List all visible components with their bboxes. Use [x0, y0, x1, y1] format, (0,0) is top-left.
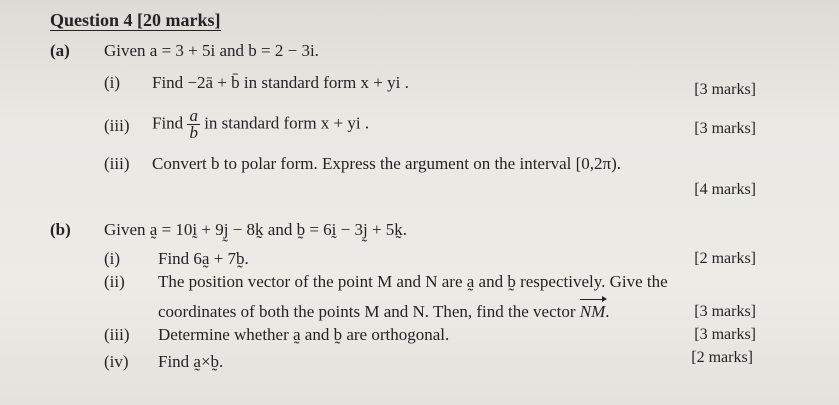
- part-a-item-2-num: (iii): [104, 116, 130, 135]
- part-a-item-2-before: Find: [152, 113, 184, 133]
- part-b-item-4-num: (iv): [104, 352, 129, 371]
- fraction-a-over-b: [187, 108, 200, 141]
- part-b-item-2-text3: .: [605, 302, 610, 321]
- part-b-item-1-text: Find 6a̰ + 7b̰.: [158, 249, 249, 268]
- part-a-item-1-marks: [3 marks]: [694, 81, 756, 98]
- part-b-item-2-marks: [3 marks]: [694, 303, 756, 320]
- part-b-label: (b): [50, 220, 71, 239]
- part-a-item-3-marks: [4 marks]: [694, 181, 756, 198]
- part-b-item-4-text: Find a̰×b̰.: [158, 352, 224, 371]
- part-b-item-1-num: (i): [104, 249, 121, 268]
- part-a-item-3-num: (iii): [104, 154, 130, 173]
- part-b-item-3-marks: [3 marks]: [694, 326, 756, 343]
- question-title-text: Question 4 [20 marks]: [50, 10, 221, 30]
- part-a-given: Given a = 3 + 5i and b = 2 − 3i.: [104, 41, 319, 60]
- part-b-item-1-marks: [2 marks]: [694, 250, 756, 267]
- part-b-item-2-line2: [158, 302, 610, 322]
- part-a-item-2-marks: [3 marks]: [694, 120, 756, 137]
- part-b-item-2-num: (ii): [104, 272, 125, 291]
- part-b-item-3-text: Determine whether a̰ and b̰ are orthogonal.: [158, 325, 450, 344]
- part-b-item-2-text2: coordinates of both the points M and N. Then, find the vector: [158, 302, 576, 321]
- question-title: [50, 10, 221, 30]
- part-a-item-2-after: in standard form x + yi .: [204, 113, 370, 133]
- part-a-item-1-num: (i): [104, 73, 121, 92]
- part-b-given: Given a̰ = 10ḭ + 9j̰ − 8k̰ and b̰ = 6ḭ − 3j̰ + 5k̰.: [104, 220, 408, 239]
- part-b-item-2-text: The position vector of the point M and N are a̰ and b̰ respectively. Give the: [158, 272, 668, 291]
- part-a-item-2-row: [152, 108, 369, 141]
- vector-nm: NM: [579, 302, 606, 321]
- fraction-denominator: b: [189, 123, 198, 142]
- part-a-label: (a): [50, 41, 70, 60]
- part-b-item-4-marks: [2 marks]: [691, 349, 753, 366]
- fraction-numerator: a: [189, 106, 198, 125]
- part-b-item-3-num: (iii): [104, 325, 130, 344]
- part-a-item-3-text: Convert b to polar form. Express the argument on the interval [0,2π).: [152, 154, 622, 173]
- part-a-item-1-text: Find −2ā + b̄ in standard form x + yi .: [152, 73, 409, 92]
